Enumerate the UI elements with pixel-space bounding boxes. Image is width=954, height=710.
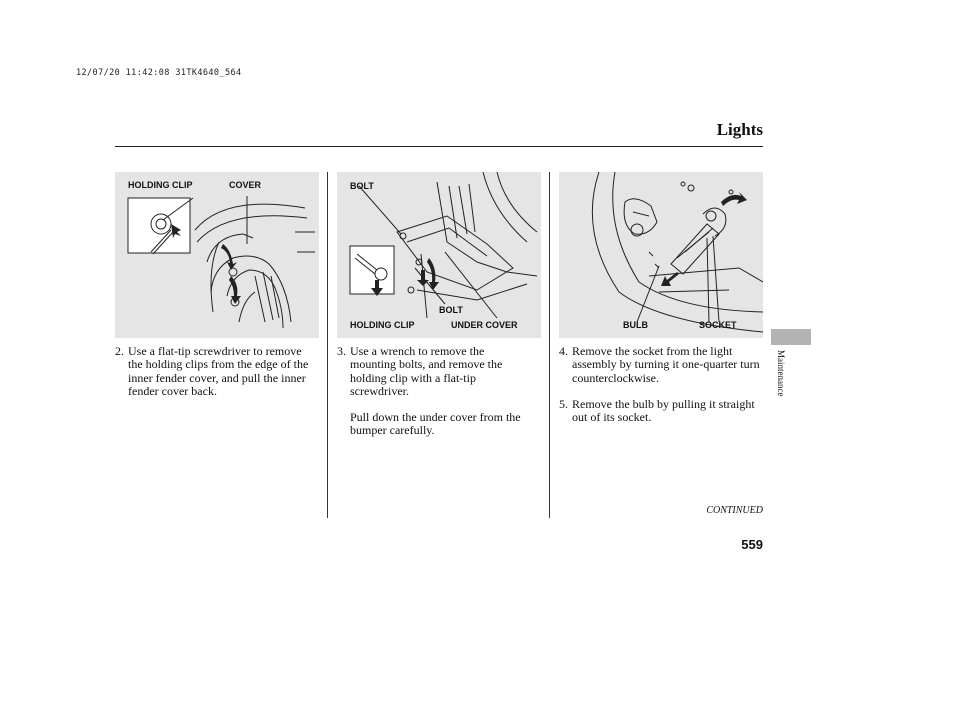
step-3 xyxy=(337,345,533,399)
callout-holding-clip: HOLDING CLIP xyxy=(350,320,415,330)
figure-inner-fender xyxy=(115,172,319,338)
section-tab xyxy=(771,329,811,345)
page-number: 559 xyxy=(741,537,763,552)
step-number: 3. xyxy=(337,344,346,358)
section-label xyxy=(776,350,788,420)
print-stamp: 12/07/20 11:42:08 31TK4640_564 xyxy=(76,68,242,78)
step-text: Use a flat-tip screwdriver to remove the holding clips from the edge of the inner fender cover, and pull the inner fender cover back. xyxy=(128,344,309,399)
step-2 xyxy=(115,345,319,399)
continued-label: CONTINUED xyxy=(706,505,763,516)
section-label-text: Maintenance xyxy=(776,350,786,397)
fender-illustration xyxy=(115,172,319,338)
step-text: Use a wrench to remove the mounting bolts, and remove the holding clip with a flat-tip screwdriver. xyxy=(350,344,503,399)
step-4 xyxy=(559,345,765,385)
step-text: Remove the socket from the light assembly by turning it one-quarter turn counterclockwise. xyxy=(572,344,760,385)
callout-bulb: BULB xyxy=(623,320,648,330)
callout-holding-clip: HOLDING CLIP xyxy=(128,180,193,190)
step-5 xyxy=(559,398,759,425)
callout-bolt: BOLT xyxy=(350,181,374,191)
title-rule xyxy=(115,146,763,147)
figure-socket-bulb xyxy=(559,172,763,338)
page-title: Lights xyxy=(716,120,763,139)
figure-under-cover xyxy=(337,172,541,338)
step-number: 2. xyxy=(115,344,124,358)
step-number: 5. xyxy=(559,397,568,411)
socket-illustration xyxy=(559,172,763,338)
step-number: 4. xyxy=(559,344,568,358)
column-divider xyxy=(549,172,550,518)
step-text: Remove the bulb by pulling it straight out of its socket. xyxy=(572,397,755,425)
step-3-note: Pull down the under cover from the bumper carefully. xyxy=(350,410,521,438)
callout-bolt-lower: BOLT xyxy=(439,305,463,315)
callout-under-cover: UNDER COVER xyxy=(451,320,518,330)
column-divider xyxy=(327,172,328,518)
callout-socket: SOCKET xyxy=(699,320,737,330)
callout-cover: COVER xyxy=(229,180,262,190)
